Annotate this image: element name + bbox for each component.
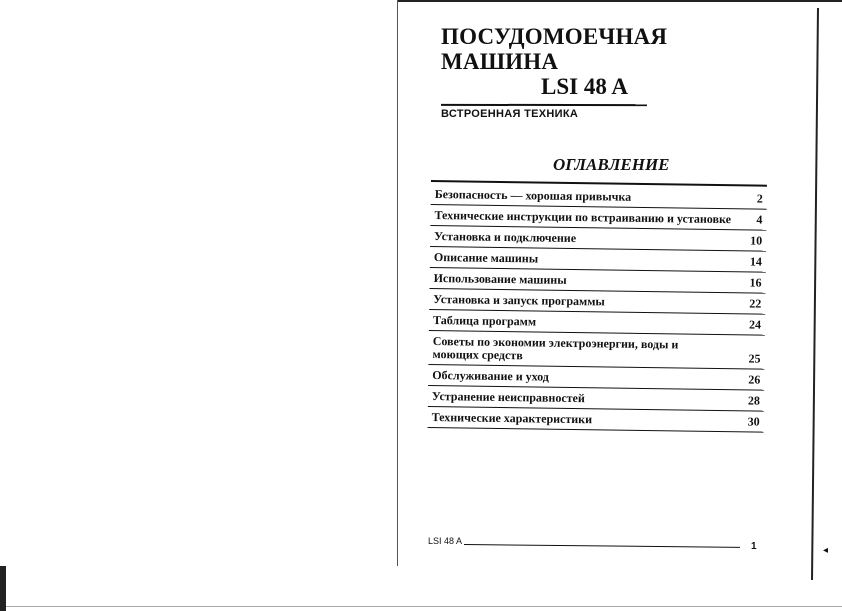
footer-rule — [464, 544, 740, 548]
toc-row-label: Устранение неисправностей — [431, 389, 585, 406]
document-title — [441, 24, 667, 74]
scan-edge-top — [397, 0, 842, 2]
scan-edge-left-corner — [0, 566, 6, 611]
model-name: LSI 48 A — [541, 74, 628, 99]
toc-row-page: 22 — [749, 296, 762, 311]
toc-row-label: Установка и подключение — [434, 229, 577, 246]
toc-row[interactable] — [428, 331, 764, 370]
toc-heading: ОГЛАВЛЕНИЕ — [553, 155, 670, 174]
scan-edge-right — [811, 8, 819, 580]
title-line-2: МАШИНА — [441, 49, 559, 74]
title-divider — [441, 104, 647, 106]
scan-edge-left — [397, 0, 398, 566]
toc-row-page: 24 — [748, 317, 762, 332]
table-of-contents — [428, 180, 767, 433]
toc-row-page: 26 — [748, 372, 761, 387]
page-number: 1 — [751, 541, 757, 552]
footer-model: LSI 48 A — [428, 536, 463, 546]
toc-row-label: Установка и запуск программы — [433, 292, 605, 309]
toc-row[interactable] — [428, 407, 764, 433]
toc-row-label: Советы по экономии электроэнергии, воды и моющих средств — [432, 334, 679, 363]
toc-row-label: Технические характеристики — [431, 410, 593, 427]
left-arrow-icon: ◂ — [823, 545, 829, 556]
toc-row-label: Обслуживание и уход — [432, 368, 550, 384]
toc-row-label: Технические инструкции по встраиванию и установке — [434, 208, 732, 227]
toc-row-page: 2 — [756, 191, 763, 206]
toc-row-page: 4 — [756, 212, 763, 227]
toc-row-page: 14 — [749, 254, 762, 269]
subtitle: ВСТРОЕННАЯ ТЕХНИКА — [441, 108, 579, 120]
toc-row-page: 25 — [748, 351, 761, 366]
toc-row-page: 16 — [749, 275, 762, 290]
toc-row-label: Безопасность — хорошая привычка — [434, 187, 632, 204]
toc-row-page: 28 — [747, 393, 761, 408]
toc-row-label: Описание машины — [433, 250, 539, 266]
title-line-1: ПОСУДОМОЕЧНАЯ — [441, 24, 668, 49]
toc-row-page: 10 — [750, 233, 763, 248]
toc-row-label: Таблица программ — [432, 313, 537, 329]
toc-row-page: 30 — [747, 414, 760, 429]
scan-edge-bottom — [0, 606, 842, 607]
toc-row-label: Использование машины — [433, 271, 567, 287]
